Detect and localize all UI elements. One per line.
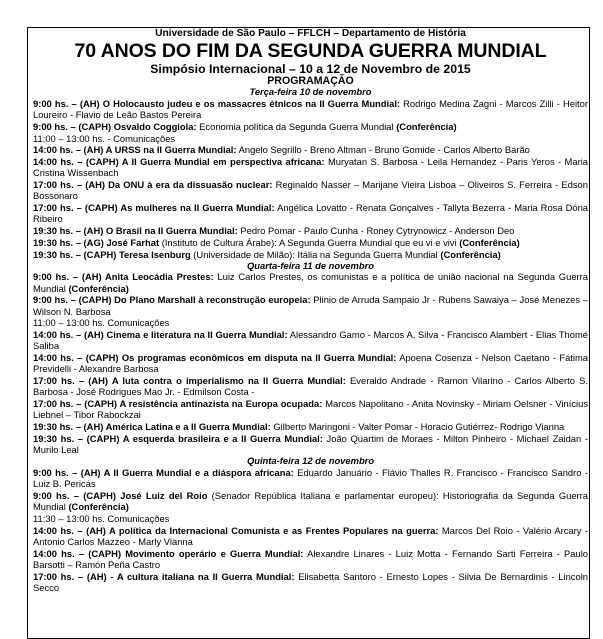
session-title: 9:00 hs. – (AH) A II Guerra Mundial e a diáspora africana: (33, 466, 294, 478)
program-entry (33, 398, 588, 420)
session-title: 19:30 hs. – (AH) América Latina e a II Guerra Mundial: (33, 421, 271, 433)
session-title: 9:00 hs. – (CAPH) Osvaldo Coggiola: (33, 120, 197, 132)
session-speakers: 11:30 – 13:00 hs. Comunicações (33, 512, 170, 524)
session-speakers: Rodrigo Medina Zagni - Marcos Zilli - Heitor Loureiro - Flavio de Leão Bastos Pereira (33, 97, 588, 120)
session-title: 17:00 hs. – (AH) - A cultura italiana na II Guerra Mundial: (33, 570, 295, 582)
conference-tag: (Conferência) (440, 248, 501, 260)
session-title: 9:00 hs. – (AH) Anita Leocádia Prestes: (33, 271, 214, 283)
program-entry (33, 121, 588, 132)
session-title: 14:00 hs. – (AH) A política da Internacional Comunista e as Frentes Populares na guerra: (33, 524, 439, 536)
session-speakers: Luiz Carlos Prestes, os comunistas e a política de união nacional na Segunda Guerra Mundial (33, 271, 588, 294)
session-speakers: Elisabetta Santoro - Ernesto Lopes - Silvia De Bernardinis - Lincoln Secco (33, 570, 588, 593)
session-speakers: Apoena Cosenza - Nelson Caetano - Fátima Previdelli - Alexandre Barbosa (33, 352, 588, 375)
session-title: 19:30 hs. – (CAPH) Teresa Isenburg (33, 248, 191, 260)
program-entry (33, 467, 588, 489)
session-speakers: (Senador República Italiana e parlamentar europeu): Historiografia da Segunda Guerra Mundial (33, 489, 589, 512)
session-speakers: Alessandro Gamo - Marcos A. Silva - Francisco Alambert - Elias Thomé Saliba (33, 329, 588, 352)
session-title: 19:30 hs. – (AH) O Brasil na II Guerra Mundial: (33, 225, 238, 237)
program-entry (33, 548, 588, 570)
program-entry (33, 98, 588, 120)
program-entry (33, 317, 588, 328)
session-speakers: Angélica Lovatto - Renata Gonçalves - Tallyta Bezerra - Maria Rosa Dória Ribeiro (33, 202, 588, 225)
session-speakers: Alexandre Linares - Luiz Motta - Fernando Sarti Ferreira - Paulo Barsotti – Ramón Peña Castro (33, 547, 588, 570)
program-entry (33, 329, 588, 351)
document-title: 70 ANOS DO FIM DA SEGUNDA GUERRA MUNDIAL (74, 40, 547, 62)
program-entry (33, 225, 588, 236)
session-speakers: Muryatan S. Barbosa - Leila Hernandez - Paris Yeros - Maria Cristina Wissenbach (33, 156, 588, 179)
program-entry (33, 525, 588, 547)
conference-tag: (Conferência) (396, 120, 457, 132)
program-entry (33, 513, 588, 524)
program-entry (33, 179, 588, 201)
program-entry (33, 571, 588, 593)
session-speakers: (Instituto de Cultura Árabe): A Segunda Guerra Mundial que eu vi e vivi (159, 236, 460, 248)
session-title: 14:00 hs. – (CAPH) Movimento operário e Guerra Mundial: (33, 547, 304, 559)
program-entry (33, 294, 588, 316)
program-entry (33, 202, 588, 224)
session-speakers: Angelo Segrillo - Breno Altman - Bruno Gomide - Carlos Alberto Barão (236, 144, 530, 156)
program-entry (33, 237, 588, 248)
session-speakers: 11:00 – 13:00 hs. - Comunicações (33, 132, 176, 144)
session-speakers: Reginaldo Nasser – Marijane Vieira Lisboa – Oliveiros S. Ferreira - Edson Bossonaro (33, 179, 588, 202)
program-entry (33, 490, 588, 512)
conference-tag: (Conferência) (68, 500, 129, 512)
session-speakers: Gilberto Maringoni - Valter Pomar - Horacio Gutiérrez- Rodrigo Vianna (270, 421, 565, 433)
program-entry (33, 156, 588, 178)
session-title: 9:00 hs. – (CAPH) Do Plano Marshall à reconstrução europeia: (33, 294, 311, 306)
session-speakers: Marcos Del Roio - Valério Arcary - Antonio Carlos Mazzeo - Marly Vianna (33, 524, 588, 547)
session-speakers: Eduardo Januário - Flávio Thalles R. Francisco - Francisco Sandro - Luiz B. Pericás (33, 466, 588, 489)
session-title: 14:00 hs. – (CAPH) Os programas econômicos em disputa na II Guerra Mundial: (33, 352, 397, 364)
session-title: 14:00 hs. – (AH) Cinema e literatura na II Guerra Mundial: (33, 329, 288, 341)
session-title: 9:00 hs. – (AH) O Holocausto judeu e os massacres étnicos na II Guerra Mundial: (33, 97, 401, 109)
session-speakers: Everaldo Andrade - Ramon Vilarino - Carlos Alberto S. Barbosa - José Rodrigues Mao Jr. - Edmilson Costa - (33, 375, 588, 398)
program-entry (33, 271, 588, 293)
session-title: 17:00 hs. – (CAPH) A resistência antinazista na Europa ocupada: (33, 398, 323, 410)
session-title: 17:00 hs. – (CAPH) As mulheres na II Guerra Mundial: (33, 202, 275, 214)
session-title: 17:00 hs. – (AH) A luta contra o imperialismo na II Guerra Mundial: (33, 375, 346, 387)
session-title: 19:30 hs. – (CAPH) A esquerda brasileira e a II Guerra Mundial: (33, 432, 323, 444)
conference-tag: (Conferência) (68, 282, 129, 294)
session-title: 17:00 hs. – (AH) Da ONU à era da dissuasão nuclear: (33, 179, 273, 191)
session-speakers: Plinio de Arruda Sampaio Jr - Rubens Sawaiya – José Menezes – Wilson N. Barbosa (33, 294, 589, 317)
program-entry (33, 375, 588, 397)
session-speakers: (Universidade de Milão): Itália na Segunda Guerra Mundial (190, 248, 441, 260)
session-speakers: Marcos Napolitano - Anita Novinsky - Miriam Oelsner - Vinícius Liebnel – Tibor Rabockzai (33, 398, 589, 421)
day-heading: Quinta-feira 12 de novembro (246, 454, 375, 466)
session-title: 9:00 hs. – (CAPH) José Luiz del Roio (33, 489, 208, 501)
session-title: 19:30 hs. – (AG) José Farhat (33, 236, 160, 248)
program-entry (33, 133, 588, 144)
session-title: 14:00 hs. – (AH) A URSS na II Guerra Mundial: (33, 144, 237, 156)
program-entry (33, 249, 588, 260)
session-speakers: Economia política da Segunda Guerra Mundial (196, 120, 397, 132)
symposium-subtitle: Simpósio Internacional – 10 a 12 de Novembro de 2015 (150, 62, 471, 76)
session-speakers: João Quartim de Moraes - Milton Pinheiro - Michael Zaidan - Murilo Leal (33, 432, 588, 456)
day-heading: Quarta-feira 11 de novembro (247, 259, 374, 271)
program-days (33, 87, 588, 593)
program-entry (33, 144, 588, 155)
program-label: PROGRAMAÇÃO (267, 75, 354, 87)
day-heading: Terça-feira 10 de novembro (249, 86, 372, 97)
session-speakers: Pedro Pomar - Paulo Cunha - Roney Cytrynowicz - Anderson Deo (237, 225, 515, 237)
session-title: 14:00 hs. – (CAPH) A II Guerra Mundial em perspectiva africana: (33, 156, 325, 168)
program-entry (33, 433, 588, 455)
program-entry (33, 352, 588, 374)
session-speakers: 11:00 – 13:00 hs. Comunicações (33, 317, 170, 329)
conference-tag: (Conferência) (459, 236, 520, 248)
document-content (33, 28, 588, 594)
institution-line: Universidade de São Paulo – FFLCH – Departamento de História (155, 28, 466, 39)
program-entry (33, 421, 588, 432)
